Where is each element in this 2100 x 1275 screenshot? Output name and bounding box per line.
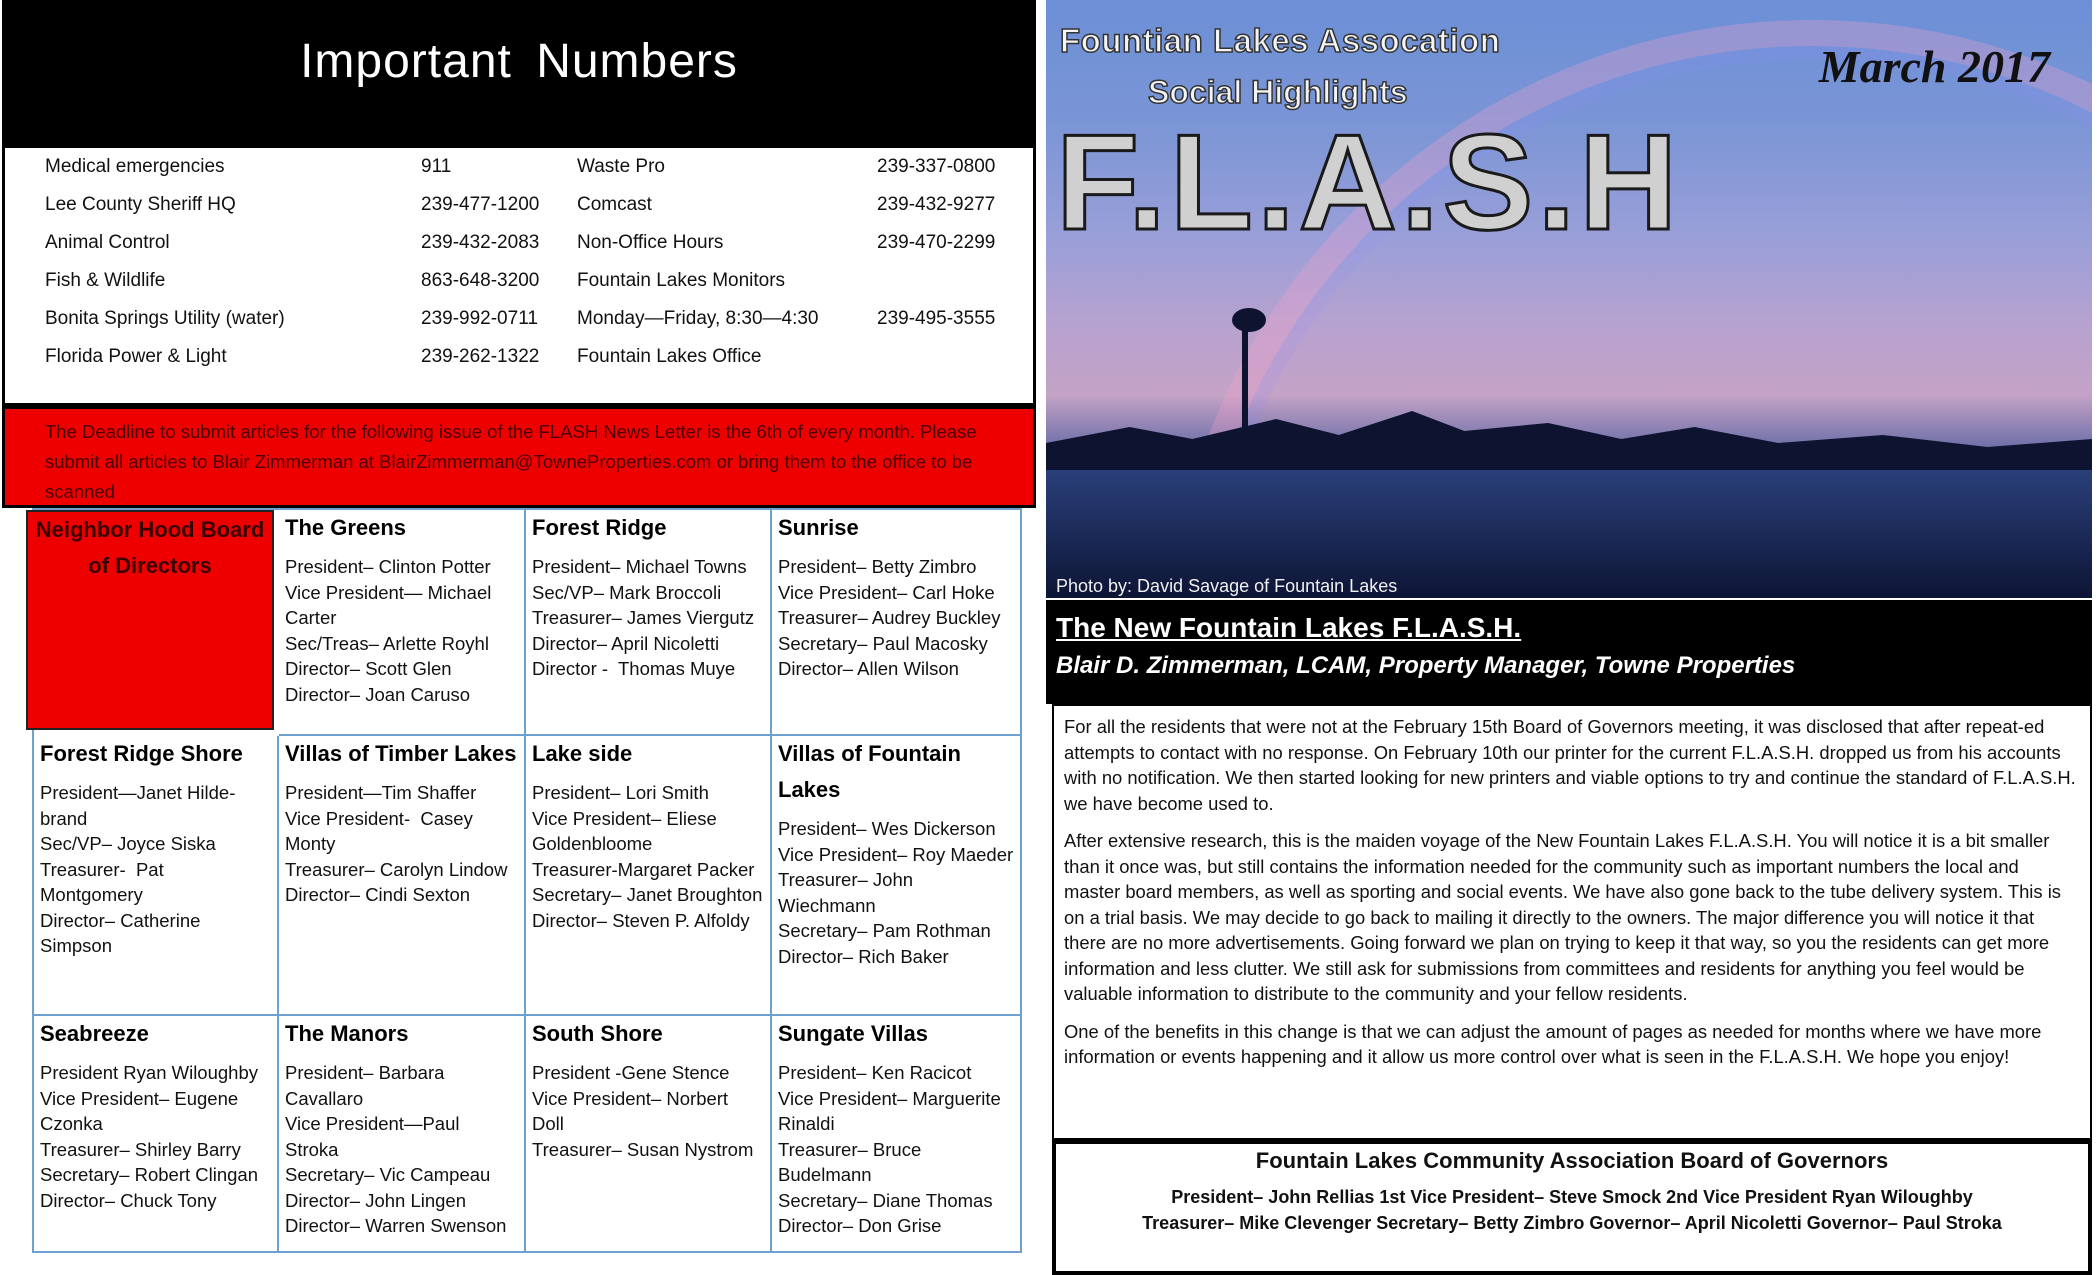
neighborhood-name: Villas of Timber Lakes	[285, 741, 517, 766]
board-of-governors	[1052, 1140, 2092, 1275]
neighborhood-board-cell	[279, 1016, 526, 1253]
neighborhood-name: Sungate Villas	[778, 1021, 928, 1046]
article-header	[1046, 600, 2092, 704]
article-byline: Blair D. Zimmerman, LCAM, Property Manager, Towne Properties	[1056, 652, 1796, 679]
board-member: Director - Thomas Muye	[532, 658, 736, 679]
phone-number: 239-337-0800	[877, 156, 996, 177]
article-title: The New Fountain Lakes F.L.A.S.H.	[1056, 612, 1522, 643]
neighborhood-name: Villas of Fountain Lakes	[778, 741, 961, 802]
neighborhood-name: Lake side	[532, 741, 633, 766]
board-member: Director– Don Grise	[778, 1215, 942, 1236]
contact-label: Medical emergencies	[45, 156, 225, 177]
board-member: Vice President- Casey Monty	[285, 807, 478, 854]
contact-label: Monday—Friday, 8:30—4:30	[577, 308, 819, 329]
board-member: Secretary– Janet Broughton	[532, 884, 763, 905]
phone-number: 911	[421, 156, 452, 177]
important-numbers-header	[2, 0, 1036, 148]
contact-label: Florida Power & Light	[45, 346, 227, 367]
neighborhood-board-cell	[26, 510, 274, 730]
board-member: Secretary– Diane Thomas	[778, 1189, 993, 1211]
board-member: Treasurer– Bruce Budelmann	[778, 1138, 927, 1185]
board-member: President—Tim Shaffer	[285, 782, 477, 803]
board-member: Director– Scott Glen	[285, 658, 452, 679]
neighborhood-name: The Manors	[285, 1021, 409, 1046]
neighborhood-board-cell	[526, 1016, 772, 1253]
deadline-notice: The Deadline to submit articles for the following issue of the FLASH News Letter is the 6th of every month. Please submit all articles to Blair Zimmerman at BlairZimmerman@TowneProperties.com or bring them to the office to be scanned	[2, 406, 1036, 508]
board-member: Director– Steven P. Alfoldy	[532, 909, 750, 931]
board-member: Vice President– Eliese Goldenbloome	[532, 807, 722, 854]
palm-tree-icon	[1242, 320, 1248, 440]
board-member: Treasurer– John Wiechmann	[778, 869, 919, 916]
governors-title: Fountain Lakes Community Association Board of Governors	[1255, 1148, 1889, 1173]
neighborhood-board-cell	[34, 736, 279, 1016]
board-member: President– Betty Zimbro	[778, 556, 977, 577]
phone-number: 239-495-3555	[877, 308, 996, 329]
board-member: Secretary– Paul Macosky	[778, 632, 988, 654]
neighborhood-name: Forest Ridge Shore	[40, 741, 243, 766]
issue-date: March 2017	[1818, 41, 2050, 92]
board-member: Vice President– Norbert Doll	[532, 1087, 734, 1134]
board-member: President– Wes Dickerson	[778, 818, 996, 839]
board-member: Treasurer- Pat Montgomery	[40, 858, 169, 905]
contact-label: Fountain Lakes Monitors	[577, 270, 786, 291]
board-member: Treasurer– Carolyn Lindow	[285, 858, 508, 880]
board-member: Director– Warren Swenson	[285, 1215, 507, 1236]
board-member: Director– John Lingen	[285, 1189, 466, 1211]
neighborhood-board-cell	[772, 1016, 1022, 1253]
page-title: Important Numbers	[300, 35, 738, 88]
phone-number: 239-477-1200	[421, 194, 540, 215]
neighborhood-board-cell	[526, 736, 772, 1016]
board-member: President Ryan Wiloughby	[40, 1062, 258, 1083]
board-of-directors-grid	[32, 508, 1022, 1253]
important-numbers-list	[2, 148, 1036, 406]
board-member: Vice President– Marguerite Rinaldi	[778, 1087, 1006, 1134]
contact-label: Waste Pro	[577, 156, 665, 177]
neighborhood-name: South Shore	[532, 1021, 663, 1046]
board-member: Secretary– Robert Clingan	[40, 1164, 258, 1185]
flash-logo: F.L.A.S.H	[1056, 106, 1682, 258]
board-member: Secretary– Vic Campeau	[285, 1164, 491, 1185]
board-members	[285, 554, 518, 707]
board-member: Treasurer– Audrey Buckley	[778, 607, 1001, 628]
contact-label: Bonita Springs Utility (water)	[45, 308, 285, 329]
article-paragraph: One of the benefits in this change is that we can adjust the amount of pages as needed for months where we have more information or events happening and it allow us more control over what is seen in the F.L.A.S.H. We hope you enjoy!	[1064, 1020, 2042, 1067]
board-member: Treasurer– Susan Nystrom	[532, 1138, 754, 1160]
governors-line: Treasurer– Mike Clevenger Secretary– Betty Zimbro Governor– April Nicoletti Governor– Paul Stroka	[1142, 1213, 2002, 1233]
board-member: Director– Cindi Sexton	[285, 884, 471, 905]
board-member: Vice President— Michael Carter	[285, 581, 497, 628]
governors-line: President– John Rellias 1st Vice President– Steve Smock 2nd Vice President Ryan Wiloughby	[1171, 1187, 1973, 1207]
board-member: President– Michael Towns	[532, 556, 747, 577]
board-members	[285, 780, 518, 908]
phone-number: 239-992-0711	[421, 308, 538, 329]
board-member: President—Janet Hilde-brand	[40, 782, 236, 829]
neighborhood-board-cell	[772, 510, 1022, 736]
board-members	[778, 554, 1014, 682]
board-member: Director– Rich Baker	[778, 945, 949, 967]
board-member: Vice President– Carl Hoke	[778, 581, 995, 603]
board-member: President– Barbara Cavallaro	[285, 1062, 450, 1109]
board-member: Director– Allen Wilson	[778, 658, 959, 679]
phone-number: 239-432-2083	[421, 232, 540, 253]
neighborhood-board-cell	[34, 1016, 279, 1253]
article-paragraph: For all the residents that were not at the February 15th Board of Governors meeting, it was disclosed that after repeat-ed attempts to contact with no response. On February 10th our printer for the current F.L.A.S.H. dropped us from his accounts with no notification. We then started looking for new printers and viable options to try and continue the standard of F.L.A.S.H. we have become used to.	[1064, 716, 2076, 814]
board-member: President– Ken Racicot	[778, 1062, 972, 1083]
board-member: Sec/Treas– Arlette Royhl	[285, 632, 489, 654]
cover-photo	[1046, 0, 2092, 598]
contact-label: Fish & Wildlife	[45, 270, 166, 291]
phone-number: 239-432-9277	[877, 194, 996, 215]
palm-crown-icon	[1232, 308, 1266, 332]
board-members	[532, 780, 764, 933]
phone-number: 863-648-3200	[421, 270, 540, 291]
board-member: Sec/VP– Mark Broccoli	[532, 581, 722, 603]
board-member: President– Lori Smith	[532, 782, 709, 803]
board-members	[532, 1060, 764, 1162]
association-name: Fountian Lakes Assocation	[1060, 22, 1501, 59]
board-member: Treasurer– Shirley Barry	[40, 1138, 241, 1160]
phone-number: 239-262-1322	[421, 346, 540, 367]
board-member: President– Clinton Potter	[285, 556, 491, 577]
board-member: Secretary– Pam Rothman	[778, 920, 991, 941]
board-members	[778, 816, 1014, 969]
board-members	[285, 1060, 518, 1239]
board-member: Vice President– Eugene Czonka	[40, 1087, 244, 1134]
board-member: Vice President—Paul Stroka	[285, 1113, 465, 1160]
contact-label: Comcast	[577, 194, 652, 215]
neighborhood-name: Neighbor Hood Board of Directors	[35, 517, 265, 578]
board-member: Treasurer– James Viergutz	[532, 607, 755, 628]
board-members	[778, 1060, 1014, 1239]
neighborhood-board-cell	[279, 736, 526, 1016]
board-members	[40, 1060, 271, 1213]
contact-label: Fountain Lakes Office	[577, 346, 762, 367]
board-member: Treasurer-Margaret Packer	[532, 858, 755, 880]
board-member: Director– Catherine Simpson	[40, 909, 206, 956]
article-paragraph: After extensive research, this is the maiden voyage of the New Fountain Lakes F.L.A.S.H. You will notice it is a bit smaller than it once was, but still contains the information needed for the community such as important numbers the local and master board members, as well as sporting and social events. We have also gone back to the tube delivery system. This is on a trial basis. We may decide to go back to mailing it directly to the owners. The major difference you will notice it that there are no more advertisements. Going forward we plan on trying to keep it that way, so you the residents can get more information and less clutter. We still ask for submissions from committees and residents for anything you feel would be valuable information to distribute to the community and your fellow residents.	[1064, 830, 2061, 1004]
board-members	[532, 554, 764, 682]
social-highlights-label: Social Highlights	[1148, 74, 1408, 110]
board-members	[40, 780, 271, 959]
photo-credit: Photo by: David Savage of Fountain Lakes	[1056, 576, 1398, 596]
board-member: Sec/VP– Joyce Siska	[40, 833, 216, 854]
contact-label: Non-Office Hours	[577, 232, 724, 253]
board-member: Vice President– Roy Maeder	[778, 843, 1014, 865]
contact-label: Animal Control	[45, 232, 170, 253]
board-member: Director– Joan Caruso	[285, 683, 471, 705]
neighborhood-name: Forest Ridge	[532, 515, 667, 540]
neighborhood-board-cell	[772, 736, 1022, 1016]
article-body	[1052, 704, 2092, 1140]
neighborhood-name: Sunrise	[778, 515, 859, 540]
phone-number: 239-470-2299	[877, 232, 996, 253]
neighborhood-name: Seabreeze	[40, 1021, 149, 1046]
neighborhood-board-cell	[526, 510, 772, 736]
neighborhood-board-cell	[279, 510, 526, 736]
contact-label: Lee County Sheriff HQ	[45, 194, 236, 215]
board-member: President -Gene Stence	[532, 1062, 730, 1083]
board-member: Director– April Nicoletti	[532, 632, 720, 654]
neighborhood-name: The Greens	[285, 515, 407, 540]
board-member: Director– Chuck Tony	[40, 1189, 217, 1211]
